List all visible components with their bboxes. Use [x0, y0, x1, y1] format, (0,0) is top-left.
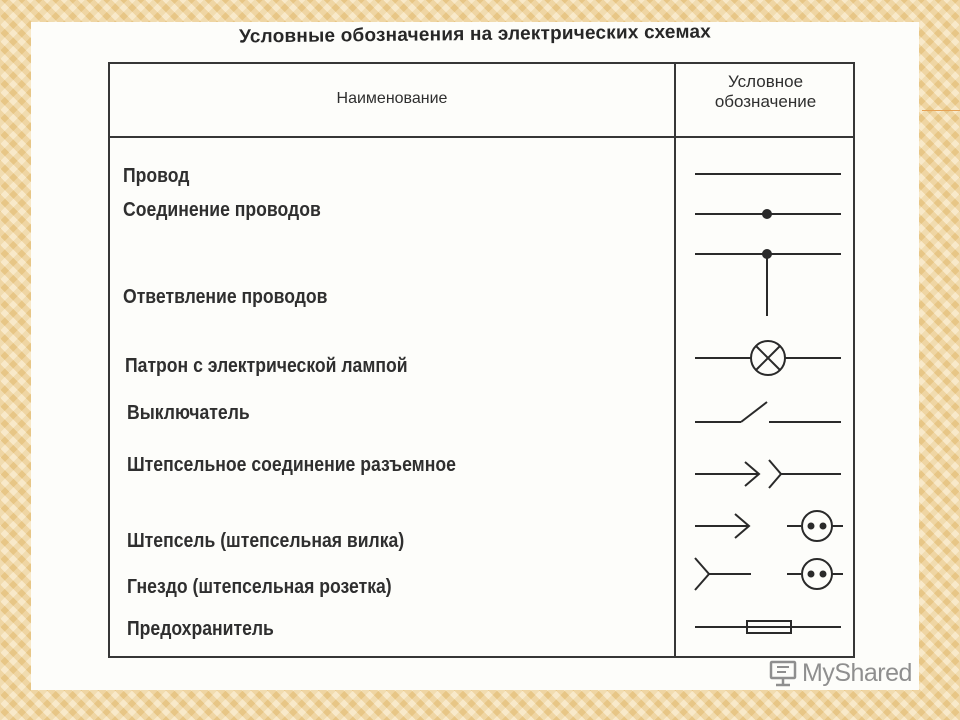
row-name-fuse: Предохранитель — [127, 618, 274, 640]
row-name-plug-connection: Штепсельное соединение разъемное — [127, 454, 456, 476]
row-name-lamp-socket: Патрон с электрической лампой — [125, 355, 408, 377]
header-symbol-line1: Условное — [727, 72, 804, 91]
column-divider — [674, 64, 676, 656]
watermark-text: MyShared — [802, 658, 912, 687]
wire-symbol-icon — [691, 152, 846, 182]
row-name-socket: Гнездо (штепсельная розетка) — [127, 576, 392, 598]
header-divider — [110, 136, 853, 138]
row-name-wire-junction: Соединение проводов — [123, 199, 321, 221]
accent-line — [922, 110, 960, 111]
plug-connection-symbol-icon — [691, 454, 846, 494]
presentation-board-icon — [768, 658, 798, 688]
row-name-wire: Провод — [123, 165, 190, 187]
row-name-wire-branch: Ответвление проводов — [123, 286, 328, 308]
wire-branch-symbol-icon — [691, 240, 846, 320]
wire-junction-symbol-icon — [691, 200, 846, 230]
scanned-document — [31, 22, 919, 690]
header-symbol-line2: обозначение — [714, 92, 817, 111]
plug-symbol-icon — [691, 506, 846, 546]
document-title: Условные обозначения на электрических схемах — [238, 21, 712, 48]
row-name-switch: Выключатель — [127, 402, 250, 424]
header-name-column: Наименование — [336, 90, 448, 107]
header-symbol-column — [676, 72, 855, 112]
watermark — [768, 656, 912, 690]
socket-symbol-icon — [691, 552, 846, 596]
lamp-socket-symbol-icon — [691, 338, 846, 378]
row-name-plug: Штепсель (штепсельная вилка) — [127, 530, 405, 552]
switch-symbol-icon — [691, 398, 846, 428]
fuse-symbol-icon — [691, 612, 846, 642]
